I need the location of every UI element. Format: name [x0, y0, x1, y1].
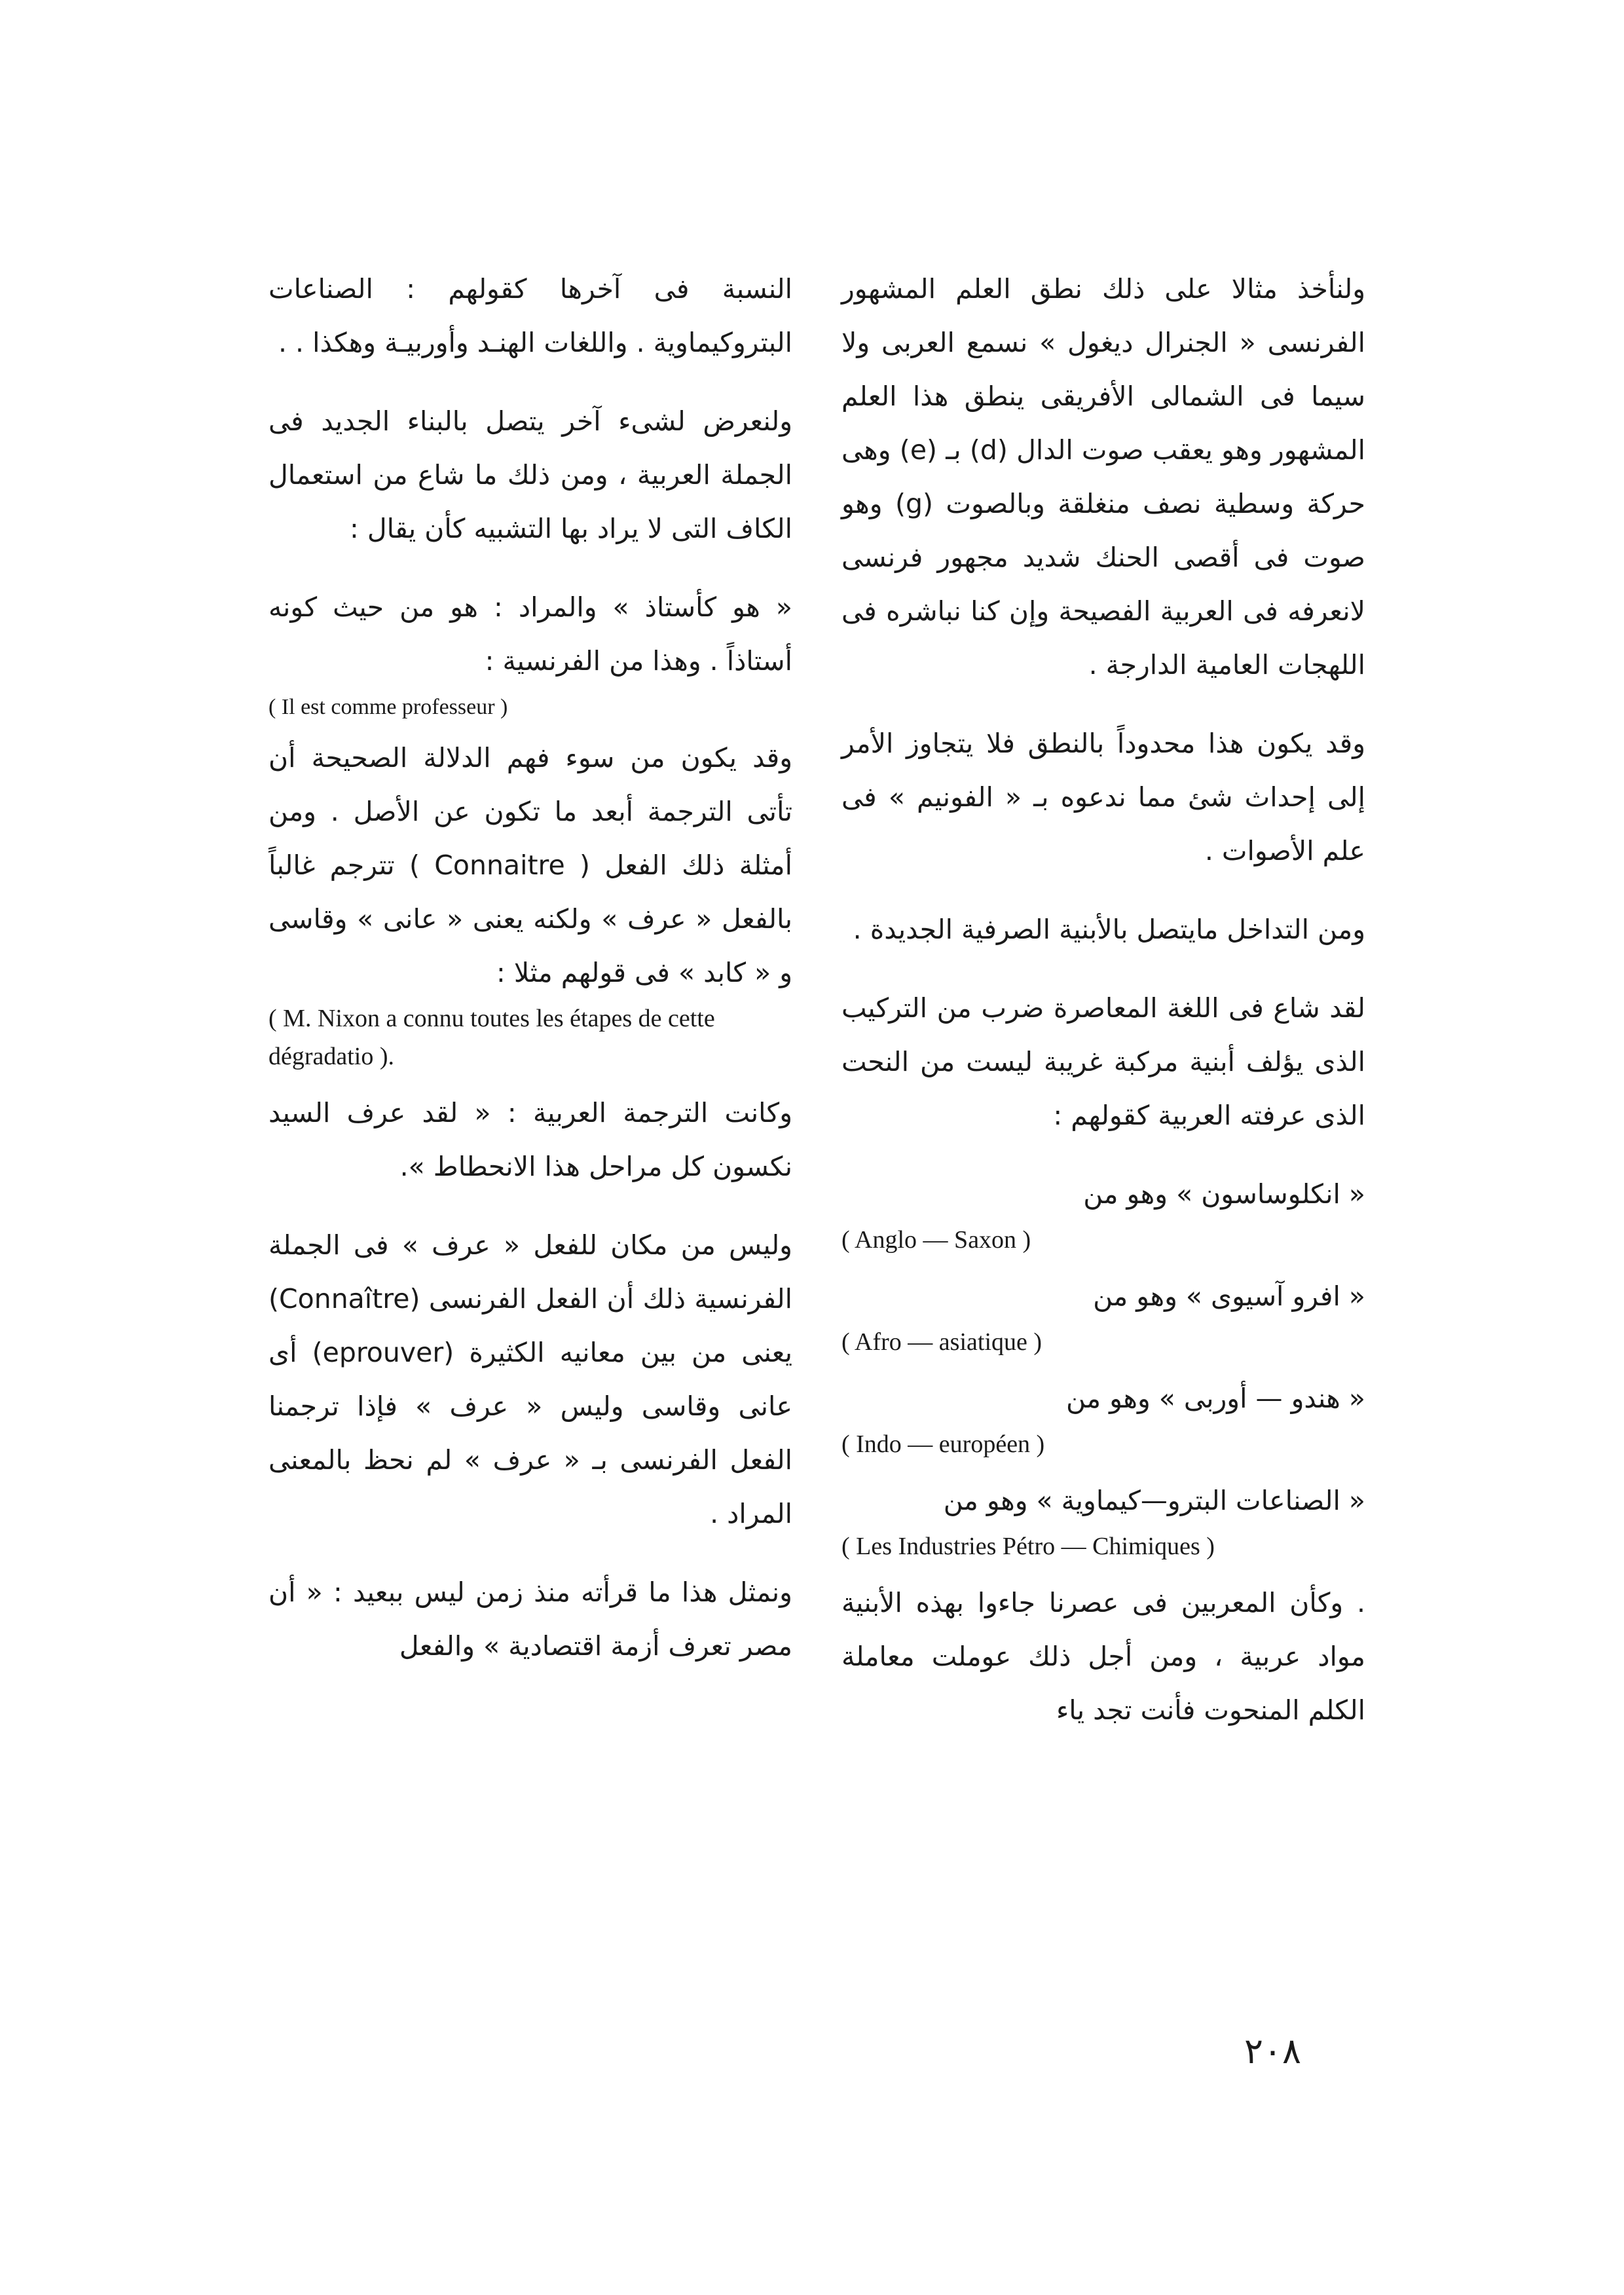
- example-line: « الصناعات البترو—كيماوية » وهو من: [943, 1485, 1365, 1516]
- paragraph: ونمثل هذا ما قرأته منذ زمن ليس ببعيد : « أن مصر تعرف أزمة اقتصادية » والفعل: [268, 1577, 792, 1662]
- paragraph: ولنأخذ مثالا على ذلك نطق العلم المشهور الفرنسى « الجنرال ديغول » نسمع العربى ولا سيما فى الشمالى الأفريقى ينطق هذا العلم المشهور وهو يعقب صوت الدال (d) بـ (e) وهى حركة وسطية نصف منغلقة وبالصوت (g) وهو صوت فى أقصى الحنك شديد مجهور فرنسى لانعرفه فى العربية الفصيحة وإن كنا نباشره فى اللهجات العامية الدارجة .: [841, 273, 1365, 681]
- left-column: [268, 262, 792, 1698]
- example-line: « انكلوساسون » وهو من: [1083, 1178, 1365, 1210]
- french-example: ( Indo — européen ): [841, 1430, 1045, 1458]
- paragraph: النسبة فى آخرها كقولهم : الصناعات البتروكيماوية . واللغات الهنـد وأوربيـة وهكذا . .: [268, 273, 792, 358]
- french-example: ( Il est comme professeur ): [268, 695, 508, 719]
- paragraph: وكانت الترجمة العربية : « لقد عرف السيد نكسون كل مراحل هذا الانحطاط ».: [268, 1097, 792, 1182]
- example-line: « هندو — أوربى » وهو من: [1065, 1383, 1365, 1414]
- paragraph: « هو كأستاذ » والمراد : هو من حيث كونه أستاذاً . وهذا من الفرنسية :: [268, 591, 792, 677]
- french-example: ( Les Industries Pétro — Chimiques ): [841, 1533, 1215, 1560]
- paragraph: ولنعرض لشىء آخر يتصل بالبناء الجديد فى الجملة العربية ، ومن ذلك ما شاع من استعمال الكاف التى لا يراد بها التشبيه كأن يقال :: [268, 405, 792, 544]
- french-example: ( Anglo — Saxon ): [841, 1226, 1031, 1254]
- french-example: ( Afro — asiatique ): [841, 1328, 1043, 1356]
- paragraph: وليس من مكان للفعل « عرف » فى الجملة الفرنسية ذلك أن الفعل الفرنسى (Connaître) يعنى من بين معانيه الكثيرة (eprouver) أى عانى وقاسى وليس « عرف » فإذا ترجمنا الفعل الفرنسى بـ « عرف » لم نحظ بالمعنى المراد .: [268, 1229, 793, 1529]
- example-line: « افرو آسيوى » وهو من: [1093, 1280, 1365, 1312]
- paragraph: . وكأن المعربين فى عصرنا جاءوا بهذه الأبنية مواد عربية ، ومن أجل ذلك عوملت معاملة الكلم المنحوت فأنت تجد ياء: [841, 1587, 1365, 1726]
- french-example: ( M. Nixon a connu toutes les étapes de cette dégradatio ).: [268, 1005, 715, 1070]
- page-number: ٢٠٨: [1244, 2030, 1302, 2072]
- paragraph: لقد شاع فى اللغة المعاصرة ضرب من التركيب الذى يؤلف أبنية مركبة غريبة ليست من النحت الذى عرفته العربية كقولهم :: [841, 992, 1365, 1131]
- paragraph: وقد يكون هذا محدوداً بالنطق فلا يتجاوز الأمر إلى إحداث شئ مما ندعوه بـ « الفونيم » فى علم الأصوات .: [841, 728, 1365, 867]
- paragraph: ومن التداخل مايتصل بالأبنية الصرفية الجديدة .: [853, 914, 1365, 945]
- right-column: [841, 262, 1365, 1762]
- paragraph: وقد يكون من سوء فهم الدلالة الصحيحة أن تأتى الترجمة أبعد ما تكون عن الأصل . ومن أمثلة ذلك الفعل ( Connaitre ) تترجم غالباً بالفعل « عرف » ولكنه يعنى « عانى » وقاسى و « كابد » فى قولهم مثلا :: [268, 742, 793, 988]
